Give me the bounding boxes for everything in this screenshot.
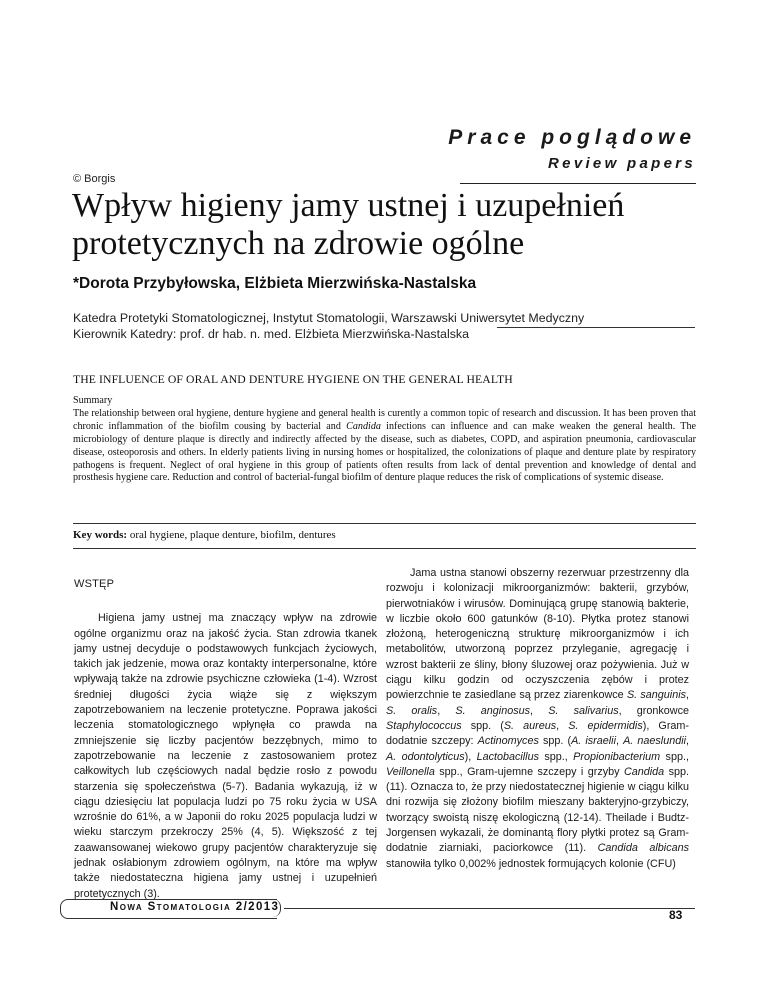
affiliation-divider [497, 327, 695, 328]
section-heading: WSTĘP [74, 578, 115, 590]
keywords-bottom-divider [73, 548, 696, 549]
section-divider [460, 183, 696, 184]
abstract [73, 395, 696, 485]
abstract-text: The relationship between oral hygiene, denture hygiene and general health is curently a common topic of research and discussion. It has been proven that chronic inflammation of the biofilm cousing by bacterial and Candida infections can influence and can make weaken the general health. The microbiology of denture plaque is directly and indirectly affected by the disease, such as diabetes, COPD, and aspiration pneumonia, cardiovascular disease, osteoporosis and others. In elderly patients living in nursing homes or hospitalized, the colonizations of plaque and denture plate by respiratory pathogens is frequent. Neglect of oral hygiene in this group of patients often results from lack of dental prevention and knowledge of dental and prosthesis hygiene care. Reduction and control of bacterial-fungal biofilm of denture plaque reduces the risk of complications of systemic disease. [73, 407, 696, 484]
keywords-text: oral hygiene, plaque denture, biofilm, dentures [129, 529, 336, 541]
affiliation [73, 310, 584, 342]
keywords [73, 529, 336, 541]
section-label-en: Review papers [548, 155, 696, 172]
publisher-label: © Borgis [73, 173, 116, 185]
english-title: THE INFLUENCE OF ORAL AND DENTURE HYGIENE ON THE GENERAL HEALTH [73, 373, 513, 386]
keywords-top-divider [73, 523, 696, 524]
keywords-label: Key words: [73, 529, 128, 541]
author-list: *Dorota Przybyłowska, Elżbieta Mierzwińska-Nastalska [73, 275, 477, 292]
body-column-left [74, 566, 377, 902]
journal-name: Nowa Stomatologia 2/2013 [110, 901, 280, 913]
footer-divider [284, 908, 695, 909]
affiliation-head: Kierownik Katedry: prof. dr hab. n. med. Elżbieta Mierzwińska-Nastalska [73, 327, 469, 341]
abstract-heading: Summary [73, 395, 113, 406]
body-column-right [386, 566, 689, 872]
affiliation-department: Katedra Protetyki Stomatologicznej, Instytut Stomatologii, Warszawski Uniwersytet Medyczny [73, 311, 585, 325]
article-title: Wpływ higieny jamy ustnej i uzupełnień protetycznych na zdrowie ogólne [72, 187, 625, 262]
body-paragraph: Higiena jamy ustnej ma znaczący wpływ na zdrowie ogólne organizmu oraz na jakość życia. Stan zdrowia tkanek jamy ustnej decyduje o podstawowych funkcjach życiowych, takich jak jedzenie, mowa oraz kontakty interpersonalne, które wpływają także na zdrowie psychiczne człowieka (1-4). Wzrost średniej długości życia wiąże się z większym zapotrzebowaniem na leczenie protetyczne. Poprawa jakości leczenia stomatologicznego wpłynęła co prawda na zmniejszenie się liczby pacjentów bezzębnych, mimo to zapotrzebowanie na leczenie z zastosowaniem protez całkowitych lub częściowych nadal będzie rosło z powodu starzenia się społeczeństwa (5-7). Badania wykazują, iż w ciągu dziesięciu lat populacja ludzi po 75 roku życia w USA wzrośnie do 61%, a w Japonii do roku 2025 populacja ludzi w wieku starczym przekroczy 25% (4, 5). Większość z tej zaawansowanej wiekowo grupy pacjentów charakteryzuje się jednak osłabionym zdrowiem ogólnym, na które ma wpływ także niedostateczna higiena jamy ustnej i uzupełnień protetycznych (3). [74, 612, 377, 900]
body-paragraph: Jama ustna stanowi obszerny rezerwuar przestrzenny dla rozwoju i kolonizacji mikroorganizmów: bakterii, grzybów, pierwotniaków i wirusów. Dominującą grupę stanowią bakterie, w liczbie około 600 gatunków (8-10). Płytka protez stanowi złożoną, heterogeniczną strukturę mikroorganizmów i ich metabolitów, utworzoną poprzez przyleganie, agregację i wzrost bakterii ze śliny, błony śluzowej oraz pożywienia. Już w ciągu kilku godzin od oczyszczenia zębów i protez powierzchnie te zasiedlane są przez ziarenkowce S. sanguinis, S. oralis, S. anginosus, S. salivarius, gronkowce Staphylococcus spp. (S. aureus, S. epidermidis), Gram-dodatnie szczepy: Actinomyces spp. (A. israelii, A. naeslundii, A. odontolyticus), Lactobacillus spp., Propionibacterium spp., Veillonella spp., Gram-ujemne szczepy i grzyby Candida spp. (11). Oznacza to, że przy niedostatecznej higienie w ciągu kilku dni rozwija się złożony biofilm mieszany bakteryjno-grzybiczy, tworzący swoistą niszę ekologiczną (12-14). Theilade i Budtz-Jorgensen wykazali, że dominantą flory płytki protez są Gram-dodatnie ziarniaki, paciorkowce (11). Candida albicans stanowiła tylko 0,002% jednostek formujących kolonie (CFU) [386, 567, 690, 870]
page-number: 83 [669, 908, 683, 922]
section-label: Prace poglądowe [448, 126, 696, 149]
